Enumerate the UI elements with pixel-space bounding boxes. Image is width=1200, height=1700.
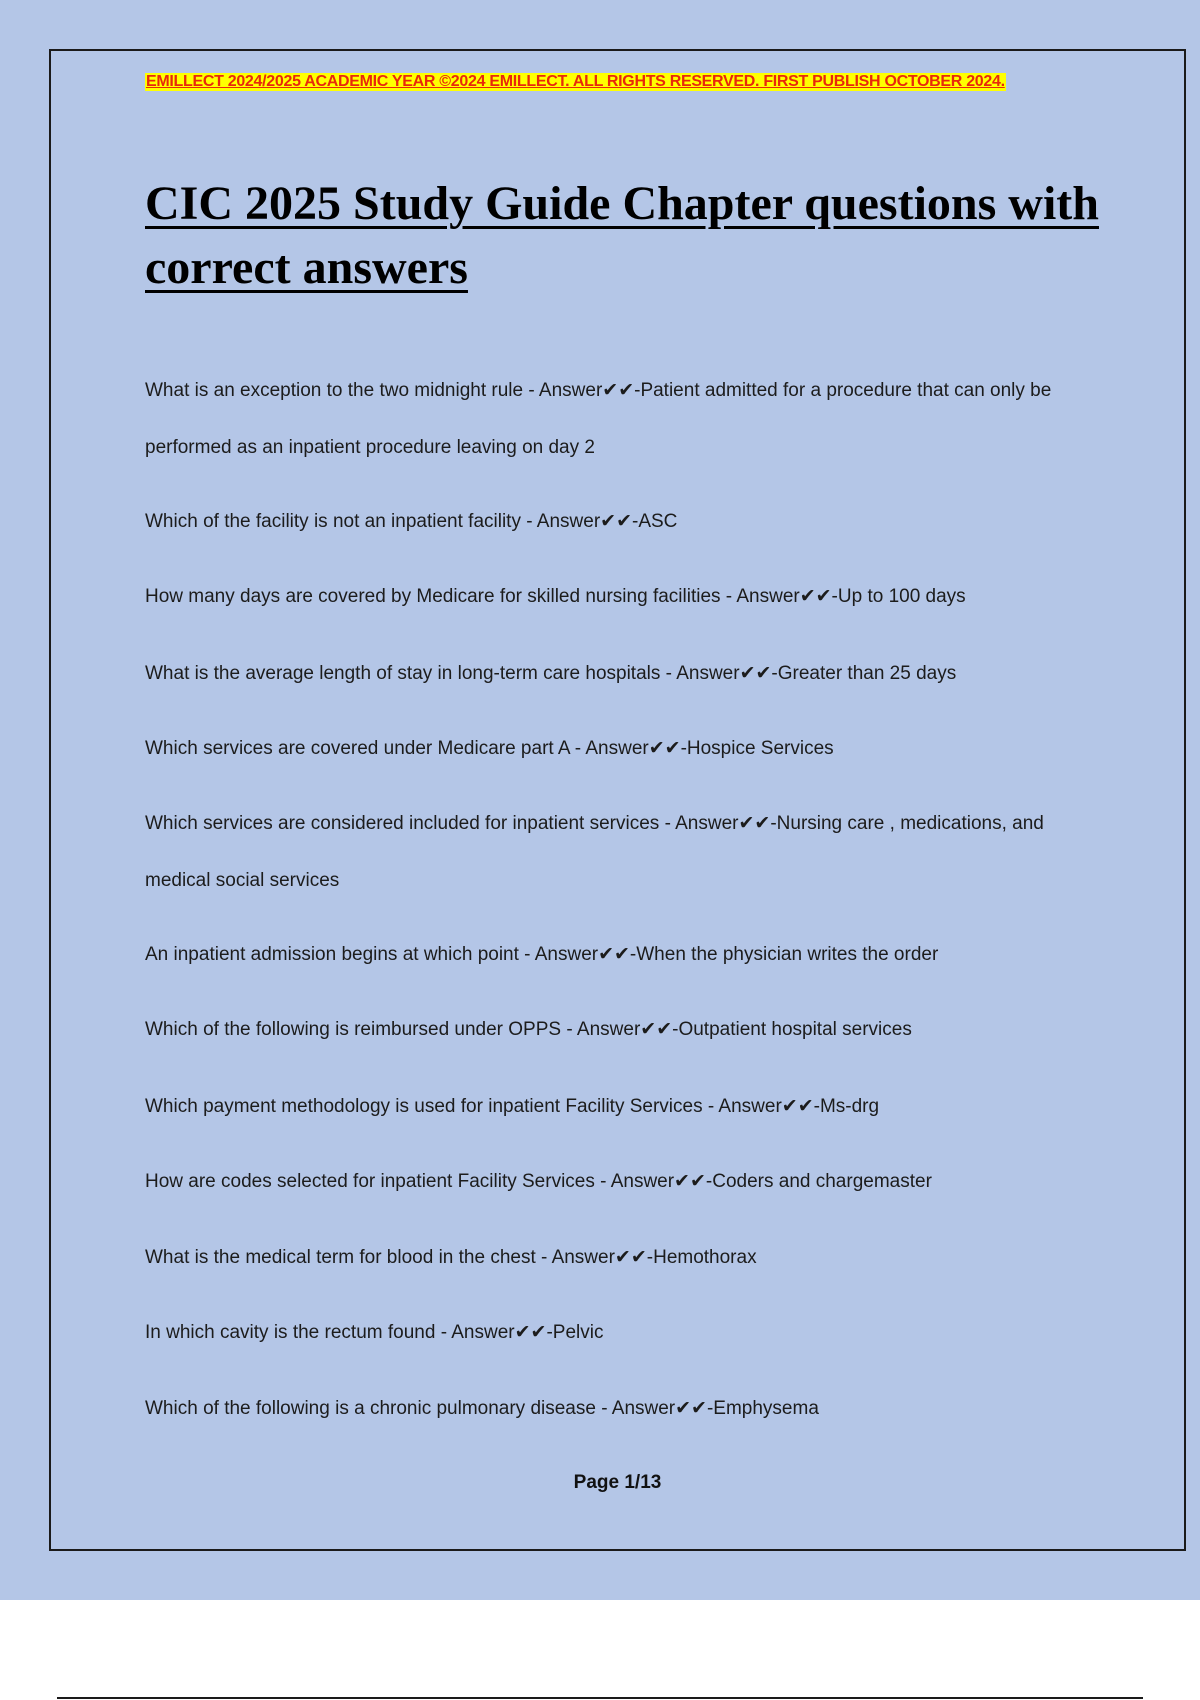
qa-item-4: What is the average length of stay in long-term care hospitals - Answer✔✔-Greater than 25 days — [145, 663, 957, 684]
copyright-banner: EMILLECT 2024/2025 ACADEMIC YEAR ©2024 EMILLECT. ALL RIGHTS RESERVED. FIRST PUBLISH OCTOBER 2024. — [146, 73, 1005, 90]
qa-item-7: An inpatient admission begins at which point - Answer✔✔-When the physician writes the order — [145, 944, 939, 965]
qa-item-9: Which payment methodology is used for inpatient Facility Services - Answer✔✔-Ms-drg — [145, 1096, 880, 1117]
qa-item-12: In which cavity is the rectum found - Answer✔✔-Pelvic — [145, 1322, 604, 1343]
qa-item-13: Which of the following is a chronic pulmonary disease - Answer✔✔-Emphysema — [145, 1398, 819, 1419]
qa-item-5: Which services are covered under Medicare part A - Answer✔✔-Hospice Services — [145, 738, 834, 759]
qa-item-8: Which of the following is reimbursed under OPPS - Answer✔✔-Outpatient hospital services — [145, 1019, 912, 1040]
qa-item-3: How many days are covered by Medicare for skilled nursing facilities - Answer✔✔-Up to 100 days — [145, 586, 966, 607]
page-number: Page 1/13 — [573, 1472, 662, 1493]
qa-item-11: What is the medical term for blood in the chest - Answer✔✔-Hemothorax — [145, 1247, 757, 1268]
document-title: CIC 2025 Study Guide Chapter questions with correct answers — [145, 177, 1099, 294]
next-page-divider — [57, 1697, 1143, 1699]
qa-item-1: What is an exception to the two midnight rule - Answer✔✔-Patient admitted for a procedure that can only be performed as an inpatient procedure leaving on day 2 — [145, 380, 1052, 458]
qa-item-2: Which of the facility is not an inpatient facility - Answer✔✔-ASC — [145, 511, 678, 532]
qa-item-10: How are codes selected for inpatient Facility Services - Answer✔✔-Coders and chargemaster — [145, 1171, 932, 1192]
qa-item-6: Which services are considered included for inpatient services - Answer✔✔-Nursing care , medications, and medical social services — [145, 813, 1044, 891]
